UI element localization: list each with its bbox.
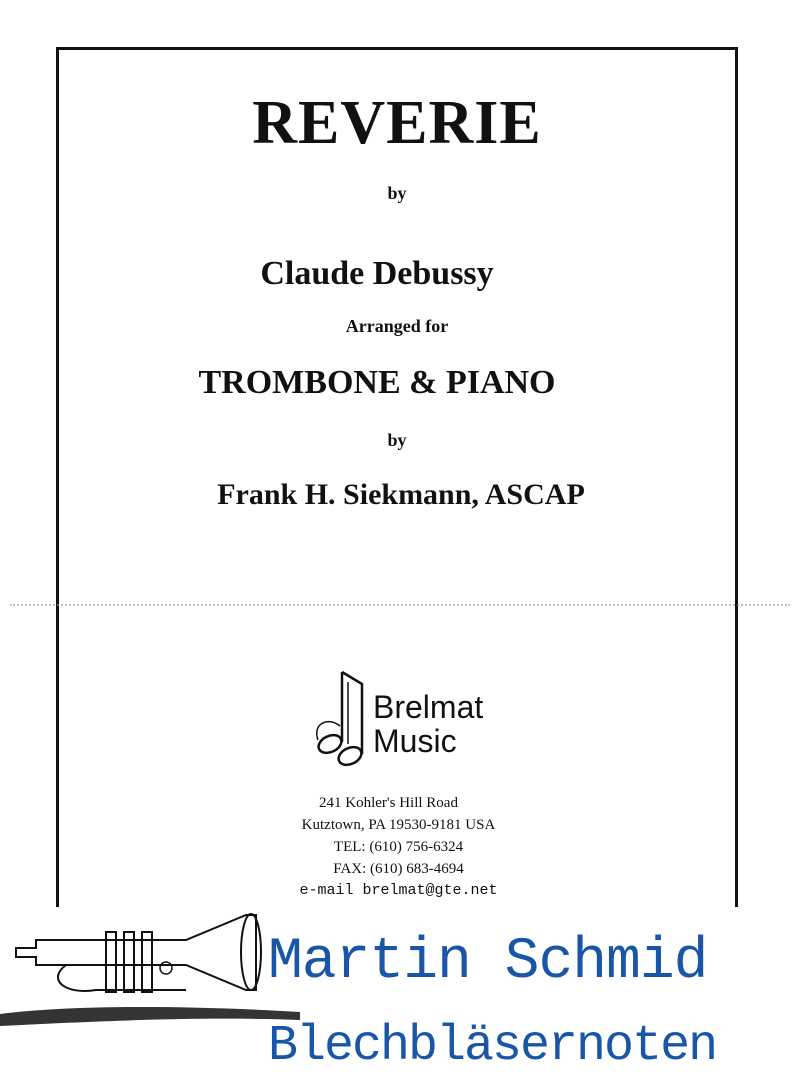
- arranged-for-label: Arranged for: [345, 316, 449, 336]
- trumpet-icon: [6, 910, 276, 1010]
- brush-stroke-icon: [0, 1000, 300, 1030]
- address-tel: TEL: (610) 756-6324: [333, 839, 464, 855]
- composer-name: Claude Debussy: [260, 255, 494, 292]
- address-street: 241 Kohler's Hill Road: [319, 795, 458, 811]
- arranger-by-label: by: [387, 430, 407, 450]
- instrumentation: TROMBONE & PIANO: [198, 364, 556, 401]
- address-email: e-mail brelmat@gte.net: [299, 882, 498, 899]
- arranger-name: Frank H. Siekmann, ASCAP: [217, 478, 585, 511]
- by-label: by: [387, 183, 407, 203]
- address-city: Kutztown, PA 19530-9181 USA: [301, 817, 496, 833]
- logo-line-1: Brelmat: [373, 689, 484, 725]
- publisher-logo-text: [373, 690, 483, 758]
- watermark-subtitle: Blechbläsernoten: [268, 1018, 717, 1075]
- watermark-name: Martin Schmid: [268, 930, 708, 995]
- publisher-address: [0, 792, 797, 902]
- logo-line-2: Music: [373, 723, 457, 759]
- scan-dotted-line: [10, 604, 790, 610]
- score-title: REVERIE: [252, 89, 542, 157]
- address-fax: FAX: (610) 683-4694: [333, 861, 464, 877]
